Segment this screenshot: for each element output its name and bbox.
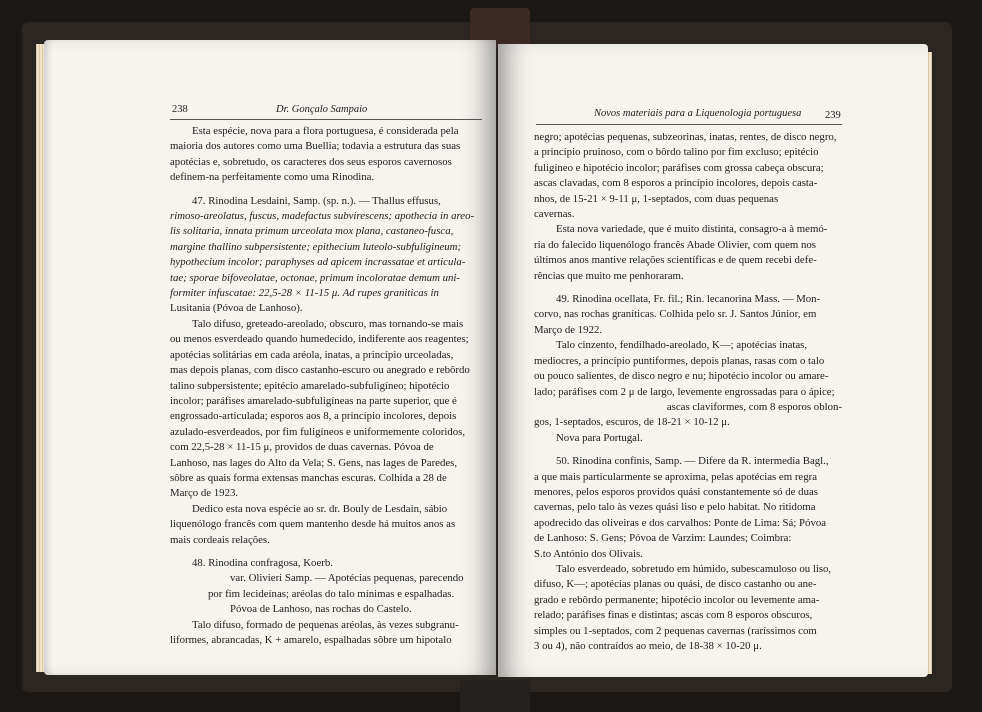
right-running-head: Novos materiais para a Liquenologia portuguesa <box>594 108 802 119</box>
left-header-rule <box>170 119 482 120</box>
left-page-body: Esta espécie, nova para a flora portuguesa, é considerada pela maioria dos autores como uma Buellia; todavia a estrutura das suas apotécias e, sobretudo, os caracteres dos seus esporos cavernosos definem-na perfeitamente como uma Rinodina. 47. Rinodina Lesdaini, Samp. (sp. n.). — Thallus effusus, rimoso-areolatus, fuscus, madefactus subvirescens; apothecia in areo- lis solitaria, innata primum urceolata mox plana, castaneo-fusca, margine thallino subpersistente; epithecium luteolo-subfuligineum; hypothecium incolor; paraphyses ad apicem incrassatae et articula- tae; sporae bifoveolatae, octonae, primum incoloratae demum uni- formiter infuscatae: 22,5-28 × 11-15 μ. Ad rupes graniticas in Lusitania (Póvoa de Lanhoso). Talo difuso, greteado-areolado, obscuro, mas tornando-se mais ou menos esverdeado quando humedecido, indiferente aos reagentes; apotécias solitárias em cada aréola, inatas, a princípio urceoladas, mas depois planas, com disco castanho-escuro ou anegrado e rebôrdo talino subpersistente; epitécio amarelado-subfuligíneo; hipotécio incolor; paráfises amarelado-subfuligíneas na parte superior, que é engrossado-articulada; esporos aos 8, a princípio incolores, depois azulado-esverdeados, por fim fuligíneos e uniformemente coloridos, com 22,5-28 × 11-15 μ, providos de duas cavernas. Póvoa de Lanhoso, nas lages do Alto da Vela; S. Gens, nas lages de Paredes, sôbre as quais forma extensas manchas escuras. Colhida a 28 de Março de 1923. Dedico esta nova espécie ao sr. dr. Bouly de Lesdain, sábio liquenólogo francês com quem mantenho desde há muitos anos as mais cordeais relações. 48. Rinodina confragosa, Koerb. var. Olivieri Samp. — Apotécias pequenas, parecendo por fim lecideínas; aréolas do talo mínimas e espalhadas. Póvoa de Lanhoso, nas rochas do Castelo. Talo difuso, formado de pequenas aréolas, às vezes subgranu- liformes, abrancadas, K + amarelo, espalhadas sôbre um hipotalo <box>170 124 484 648</box>
left-running-head: Dr. Gonçalo Sampaio <box>276 104 368 115</box>
left-page-number: 238 <box>172 104 188 115</box>
species-48-heading: 48. Rinodina confragosa, Koerb. <box>192 556 333 569</box>
right-page-body: negro; apotécias pequenas, subzeorinas, inatas, rentes, de disco negro, a princípio pruinoso, com o bôrdo talino por fim excluso; epitécio fuligíneo e hipotécio incolor; paráfises com grossa cabeça obscura; ascas clavadas, com 8 esporos a princípio incolores, depois casta- nhos, de 15-21 × 9-11 μ, 1-septados, com duas pequenas cavernas. Esta nova variedade, que é muito distinta, consagro-a à memó- ria do falecido liquenólogo francês Abade Olivier, com quem nos últimos anos mantive relações scientíficas e de quem recebi defe- rências que muito me penhoraram. 49. Rinodina ocellata, Fr. fil.; Rin. lecanorina Mass. — Mon- corvo, nas rochas graníticas. Colhida pelo sr. J. Santos Júnior, em Março de 1922. Talo cinzento, fendilhado-areolado, K—; apotécias inatas, mediocres, a princípio puntiformes, depois planas, rasas com o talo ou pouco salientes, de disco negro e nu; hipotécio incolor ou amare- lado; paráfises com 2 μ de largo, levemente engrossadas para o ápice; ascas claviformes, com 8 esporos oblon- gos, 1-septados, escuros, de 18-21 × 10-12 μ. Nova para Portugal. 50. Rinodina confinis, Samp. — Difere da R. intermedia Bagl., a que mais particularmente se aproxima, pelas apotécias em regra menores, pelos esporos providos quási constantemente só de duas cavernas, pelo talo às vezes quási liso e pelo habitat. No ritidoma apodrecido das oliveiras e dos carvalhos: Ponte de Lima: Sá; Póvoa de Lanhoso: S. Gens; Póvoa de Varzim: Laundes; Coimbra: S.to António dos Olivais. Talo esverdeado, sobretudo em húmido, subescamuloso ou liso, difuso, K—; apotécias planas ou quási, de disco castanho ou ane- grado e rebôrdo permanente; hipotécio incolor ou levemente ama- relado; paráfises finas e distintas; ascas com 8 esporos obscuros, simples ou 1-septados, com 2 pequenas cavernas (raríssimos com 3 ou 4), não contraídos ao meio, de 18-38 × 10-20 μ. <box>534 131 842 652</box>
book-spine-bottom <box>460 680 530 712</box>
right-page-number: 239 <box>825 110 841 121</box>
right-header-rule <box>536 124 842 125</box>
left-page <box>44 40 496 675</box>
species-47-heading: 47. Rinodina Lesdaini, Samp. (sp. n.). — Thallus effusus, <box>192 194 441 207</box>
species-49-heading: 49. Rinodina ocellata, Fr. fil.; Rin. lecanorina Mass. — Mon- <box>556 293 821 306</box>
right-page <box>498 44 928 677</box>
paragraph: Esta espécie, nova para a flora portuguesa, é considerada pela <box>192 125 459 137</box>
species-50-heading: 50. Rinodina confinis, Samp. — Difere da R. intermedia Bagl., <box>556 455 829 468</box>
